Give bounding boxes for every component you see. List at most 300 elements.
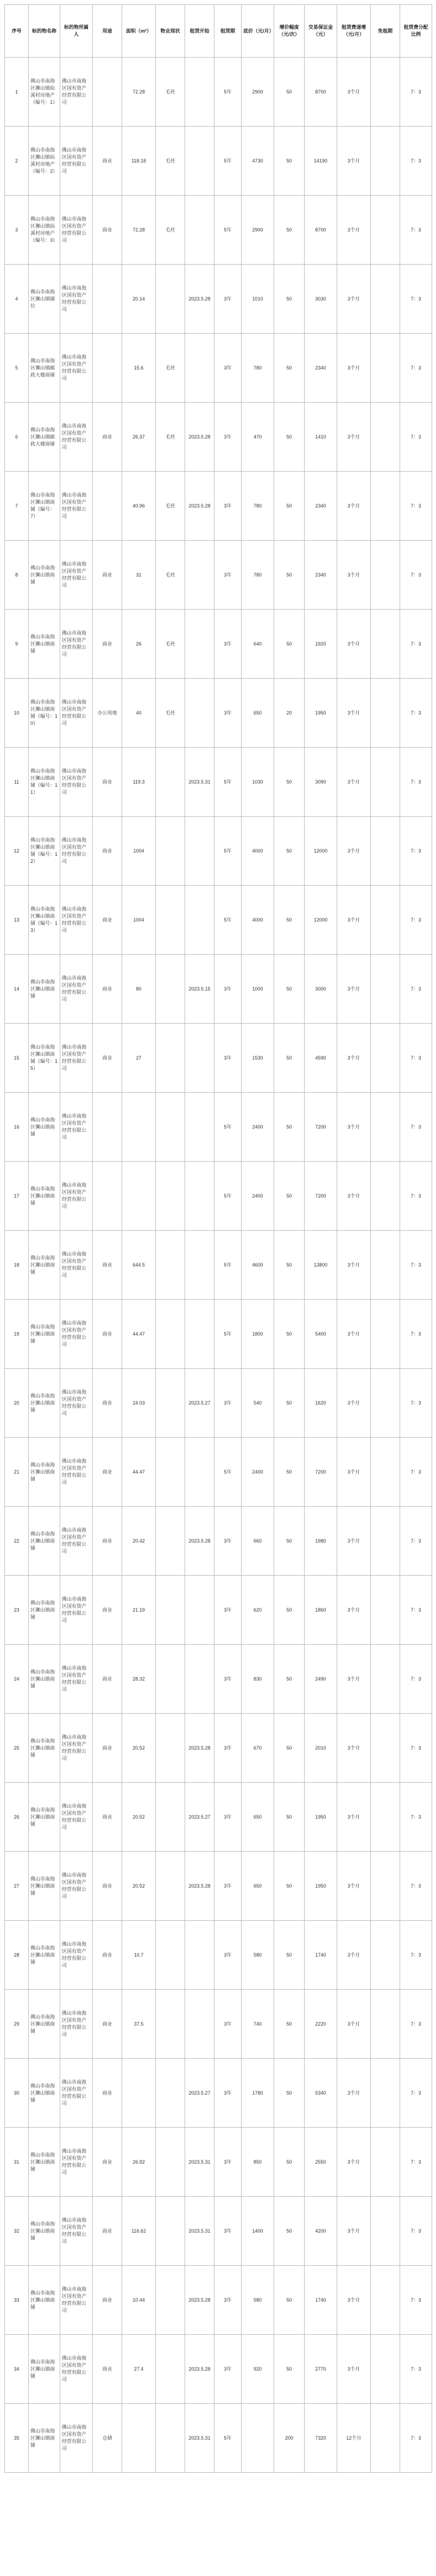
cell-lease-start: 2023.5.28 — [185, 2266, 214, 2335]
cell-owner-text: 佛山市南海区国有资产经营有限公司 — [62, 906, 87, 933]
cell-increment: 50 — [274, 1714, 305, 1783]
cell-start-price: 1400 — [242, 2197, 274, 2266]
cell-ratio: 7：3 — [400, 610, 432, 679]
cell-area: 40 — [122, 679, 156, 748]
table-row — [5, 2128, 432, 2197]
cell-area: 1004 — [122, 817, 156, 886]
cell-name-text: 佛山市南海区狮山镇商铺（编号：15） — [30, 1044, 58, 1071]
cell-ratio: 7：3 — [400, 1852, 432, 1921]
cell-deposit: 7200 — [305, 1093, 337, 1162]
cell-term: 3年 — [214, 1369, 242, 1438]
table-row — [5, 1231, 432, 1300]
cell-term: 3年 — [214, 2197, 242, 2266]
table-row — [5, 2404, 432, 2473]
cell-no: 5 — [5, 334, 29, 403]
cell-no: 10 — [5, 679, 29, 748]
cell-start-price: 540 — [242, 1369, 274, 1438]
header-use: 用途 — [93, 5, 122, 58]
cell-owner — [60, 2404, 93, 2473]
cell-start-price — [242, 2404, 274, 2473]
cell-unit-rent: 3个月 — [337, 610, 371, 679]
header-row — [5, 5, 432, 58]
cell-start-price: 650 — [242, 1852, 274, 1921]
cell-free-period — [371, 127, 400, 196]
cell-owner — [60, 817, 93, 886]
cell-unit-rent: 3个月 — [337, 1990, 371, 2059]
cell-start-price: 780 — [242, 334, 274, 403]
cell-owner-text: 佛山市南海区国有资产经营有限公司 — [62, 630, 87, 657]
cell-name — [29, 1645, 60, 1714]
cell-owner — [60, 679, 93, 748]
cell-lease-start — [185, 1231, 214, 1300]
cell-start-price: 1530 — [242, 1024, 274, 1093]
cell-free-period — [371, 1162, 400, 1231]
cell-owner-text: 佛山市南海区国有资产经营有限公司 — [62, 2010, 87, 2037]
cell-increment: 50 — [274, 1162, 305, 1231]
cell-ratio: 7：3 — [400, 1576, 432, 1645]
cell-deposit: 1740 — [305, 2266, 337, 2335]
cell-owner — [60, 1507, 93, 1576]
cell-lease-start — [185, 1576, 214, 1645]
cell-term: 3年 — [214, 2266, 242, 2335]
cell-free-period — [371, 1783, 400, 1852]
cell-ratio: 7：3 — [400, 1990, 432, 2059]
cell-owner-text: 佛山市南海区国有资产经营有限公司 — [62, 1113, 87, 1140]
header-deposit: 交易保证金（元） — [305, 5, 337, 58]
cell-status — [156, 1093, 185, 1162]
cell-owner-text: 佛山市南海区国有资产经营有限公司 — [62, 1872, 87, 1899]
cell-unit-rent: 3个月 — [337, 334, 371, 403]
cell-term: 3年 — [214, 1852, 242, 1921]
cell-increment: 50 — [274, 817, 305, 886]
cell-name — [29, 1507, 60, 1576]
table-row — [5, 1162, 432, 1231]
cell-no: 26 — [5, 1783, 29, 1852]
cell-unit-rent: 3个月 — [337, 1576, 371, 1645]
cell-no: 1 — [5, 58, 29, 127]
cell-use: 商业 — [93, 2266, 122, 2335]
cell-lease-start: 2023.5.31 — [185, 2128, 214, 2197]
table-row — [5, 2059, 432, 2128]
cell-ratio: 7：3 — [400, 1300, 432, 1369]
cell-term: 5年 — [214, 1300, 242, 1369]
cell-deposit: 3000 — [305, 955, 337, 1024]
cell-term: 5年 — [214, 1438, 242, 1507]
cell-use: 商业 — [93, 955, 122, 1024]
cell-ratio: 7：3 — [400, 2266, 432, 2335]
cell-status — [156, 2128, 185, 2197]
cell-owner — [60, 127, 93, 196]
cell-ratio: 7：3 — [400, 541, 432, 610]
cell-ratio: 7：3 — [400, 196, 432, 265]
cell-status: 毛坯 — [156, 610, 185, 679]
cell-unit-rent: 3个月 — [337, 1645, 371, 1714]
cell-deposit: 5400 — [305, 1300, 337, 1369]
cell-status — [156, 1714, 185, 1783]
cell-increment: 50 — [274, 403, 305, 472]
cell-start-price: 580 — [242, 2266, 274, 2335]
table-row — [5, 472, 432, 541]
cell-owner — [60, 1576, 93, 1645]
table-row — [5, 2197, 432, 2266]
table-row — [5, 1507, 432, 1576]
header-name: 标的物名称 — [29, 5, 60, 58]
cell-status: 毛坯 — [156, 334, 185, 403]
cell-free-period — [371, 1369, 400, 1438]
cell-lease-start: 2023.5.15 — [185, 955, 214, 1024]
cell-name — [29, 2059, 60, 2128]
cell-owner — [60, 265, 93, 334]
cell-owner — [60, 1300, 93, 1369]
cell-no: 15 — [5, 1024, 29, 1093]
cell-owner — [60, 196, 93, 265]
cell-term: 3年 — [214, 2128, 242, 2197]
header-unit-rent: 租赁费递增（元/月） — [337, 5, 371, 58]
header-lease-start: 租赁开始 — [185, 5, 214, 58]
cell-owner — [60, 955, 93, 1024]
cell-deposit: 5340 — [305, 2059, 337, 2128]
cell-lease-start — [185, 1162, 214, 1231]
cell-owner — [60, 2128, 93, 2197]
cell-name-text: 佛山市南海区狮山镇商铺 — [30, 2083, 55, 2103]
cell-status — [156, 748, 185, 817]
cell-lease-start — [185, 1990, 214, 2059]
cell-lease-start: 2023.5.31 — [185, 2197, 214, 2266]
cell-area — [122, 1162, 156, 1231]
cell-lease-start: 2023.5.27 — [185, 2059, 214, 2128]
cell-increment: 50 — [274, 748, 305, 817]
cell-name — [29, 2128, 60, 2197]
cell-no: 19 — [5, 1300, 29, 1369]
cell-area: 26 — [122, 610, 156, 679]
cell-term: 5年 — [214, 1162, 242, 1231]
cell-area: 27.4 — [122, 2335, 156, 2404]
cell-deposit: 2220 — [305, 1990, 337, 2059]
table-row — [5, 679, 432, 748]
cell-status — [156, 2059, 185, 2128]
cell-status — [156, 1921, 185, 1990]
cell-owner-text: 佛山市南海区国有资产经营有限公司 — [62, 768, 87, 795]
cell-unit-rent: 3个月 — [337, 196, 371, 265]
cell-owner — [60, 1921, 93, 1990]
cell-increment: 50 — [274, 1507, 305, 1576]
cell-deposit: 7200 — [305, 1162, 337, 1231]
cell-owner — [60, 1024, 93, 1093]
cell-increment: 50 — [274, 2197, 305, 2266]
cell-no: 35 — [5, 2404, 29, 2473]
cell-unit-rent: 3个月 — [337, 2059, 371, 2128]
cell-term: 5年 — [214, 196, 242, 265]
cell-owner-text: 佛山市南海区国有资产经营有限公司 — [62, 561, 87, 588]
cell-use: 商业 — [93, 2059, 122, 2128]
cell-term: 5年 — [214, 2404, 242, 2473]
table-row — [5, 541, 432, 610]
cell-owner — [60, 472, 93, 541]
cell-free-period — [371, 1024, 400, 1093]
cell-area — [122, 1093, 156, 1162]
cell-owner-text: 佛山市南海区国有资产经营有限公司 — [62, 1596, 87, 1623]
cell-no: 32 — [5, 2197, 29, 2266]
cell-start-price: 4600 — [242, 1231, 274, 1300]
cell-name — [29, 1162, 60, 1231]
cell-free-period — [371, 1990, 400, 2059]
table-row — [5, 1990, 432, 2059]
cell-status — [156, 1990, 185, 2059]
cell-name-text: 佛山市南海区狮山镇商铺（编号：10） — [30, 699, 58, 726]
cell-name-text: 佛山市南海区狮山镇商铺 — [30, 1807, 55, 1827]
cell-ratio: 7：3 — [400, 58, 432, 127]
cell-unit-rent: 3个月 — [337, 1714, 371, 1783]
cell-name — [29, 541, 60, 610]
cell-status — [156, 1369, 185, 1438]
cell-name-text: 佛山市南海区狮山镇仙溪村房地产（编号：1） — [30, 78, 58, 105]
table-row — [5, 1852, 432, 1921]
cell-use — [93, 1162, 122, 1231]
cell-unit-rent: 3个月 — [337, 1783, 371, 1852]
cell-area: 72.28 — [122, 196, 156, 265]
cell-name — [29, 748, 60, 817]
cell-unit-rent: 3个月 — [337, 1093, 371, 1162]
cell-start-price: 2900 — [242, 196, 274, 265]
cell-ratio: 7：3 — [400, 1438, 432, 1507]
cell-name — [29, 1231, 60, 1300]
cell-area: 44.47 — [122, 1438, 156, 1507]
cell-unit-rent: 3个月 — [337, 403, 371, 472]
cell-status: 毛坯 — [156, 196, 185, 265]
cell-no: 34 — [5, 2335, 29, 2404]
cell-use: 商业 — [93, 2197, 122, 2266]
cell-start-price: 2900 — [242, 58, 274, 127]
cell-increment: 50 — [274, 196, 305, 265]
cell-owner — [60, 748, 93, 817]
cell-increment: 50 — [274, 1921, 305, 1990]
cell-unit-rent: 3个月 — [337, 2335, 371, 2404]
cell-name-text: 佛山市南海区狮山镇商铺 — [30, 1669, 55, 1689]
cell-status — [156, 1438, 185, 1507]
cell-term: 3年 — [214, 265, 242, 334]
cell-use: 商业 — [93, 1507, 122, 1576]
cell-unit-rent: 3个月 — [337, 2197, 371, 2266]
cell-unit-rent: 3个月 — [337, 1231, 371, 1300]
cell-no: 24 — [5, 1645, 29, 1714]
cell-deposit: 2770 — [305, 2335, 337, 2404]
table-row — [5, 1576, 432, 1645]
header-area: 面积（m²） — [122, 5, 156, 58]
cell-ratio: 7：3 — [400, 1024, 432, 1093]
cell-lease-start — [185, 541, 214, 610]
cell-increment: 50 — [274, 1300, 305, 1369]
cell-owner — [60, 58, 93, 127]
cell-owner — [60, 334, 93, 403]
cell-deposit: 2010 — [305, 1714, 337, 1783]
cell-name-text: 佛山市南海区狮山镇商铺 — [30, 565, 55, 585]
cell-ratio: 7：3 — [400, 1783, 432, 1852]
cell-name-text: 佛山市南海区狮山镇商铺 — [30, 1462, 55, 1482]
cell-name — [29, 679, 60, 748]
cell-free-period — [371, 2335, 400, 2404]
cell-lease-start: 2023.5.27 — [185, 1369, 214, 1438]
cell-unit-rent: 3个月 — [337, 886, 371, 955]
cell-deposit: 1950 — [305, 1852, 337, 1921]
cell-name-text: 佛山市南海区狮山镇商铺 — [30, 2290, 55, 2310]
cell-lease-start: 2023.5.31 — [185, 748, 214, 817]
cell-area: 31 — [122, 541, 156, 610]
cell-start-price: 670 — [242, 1714, 274, 1783]
cell-free-period — [371, 2197, 400, 2266]
cell-lease-start — [185, 58, 214, 127]
cell-increment: 50 — [274, 2059, 305, 2128]
cell-area: 24.03 — [122, 1369, 156, 1438]
cell-area — [122, 2059, 156, 2128]
cell-start-price: 660 — [242, 1507, 274, 1576]
cell-name — [29, 2404, 60, 2473]
cell-status — [156, 1300, 185, 1369]
cell-start-price: 4730 — [242, 127, 274, 196]
cell-owner-text: 佛山市南海区国有资产经营有限公司 — [62, 1803, 87, 1830]
table-row — [5, 1783, 432, 1852]
cell-term: 3年 — [214, 679, 242, 748]
cell-status — [156, 1645, 185, 1714]
cell-owner — [60, 886, 93, 955]
table-body — [5, 58, 432, 2473]
cell-owner — [60, 1369, 93, 1438]
cell-no: 6 — [5, 403, 29, 472]
table-row — [5, 610, 432, 679]
cell-name — [29, 1576, 60, 1645]
cell-no: 14 — [5, 955, 29, 1024]
cell-owner — [60, 1231, 93, 1300]
cell-deposit: 4590 — [305, 1024, 337, 1093]
cell-status — [156, 265, 185, 334]
cell-increment: 50 — [274, 1576, 305, 1645]
cell-no: 16 — [5, 1093, 29, 1162]
cell-start-price: 620 — [242, 1576, 274, 1645]
cell-owner — [60, 610, 93, 679]
cell-deposit: 8700 — [305, 58, 337, 127]
cell-status — [156, 1024, 185, 1093]
cell-ratio: 7：3 — [400, 748, 432, 817]
cell-owner — [60, 2059, 93, 2128]
cell-area — [122, 2404, 156, 2473]
cell-ratio: 7：3 — [400, 1162, 432, 1231]
cell-name-text: 佛山市南海区狮山镇商铺 — [30, 1738, 55, 1758]
cell-status — [156, 1852, 185, 1921]
cell-free-period — [371, 1507, 400, 1576]
cell-owner-text: 佛山市南海区国有资产经营有限公司 — [62, 216, 87, 243]
cell-use: 商业 — [93, 1438, 122, 1507]
cell-owner-text: 佛山市南海区国有资产经营有限公司 — [62, 1251, 87, 1278]
cell-owner — [60, 1783, 93, 1852]
cell-unit-rent: 3个月 — [337, 1507, 371, 1576]
table-row — [5, 1438, 432, 1507]
cell-status: 毛坯 — [156, 58, 185, 127]
cell-increment: 50 — [274, 1438, 305, 1507]
cell-name-text: 佛山市南海区狮山镇商铺 — [30, 1393, 55, 1413]
cell-name — [29, 955, 60, 1024]
cell-unit-rent: 3个月 — [337, 955, 371, 1024]
cell-term: 5年 — [214, 817, 242, 886]
table-row — [5, 1093, 432, 1162]
cell-no: 30 — [5, 2059, 29, 2128]
cell-use: 商业 — [93, 748, 122, 817]
cell-increment: 50 — [274, 2128, 305, 2197]
cell-owner — [60, 2266, 93, 2335]
cell-lease-start: 2023.5.28 — [185, 403, 214, 472]
cell-free-period — [371, 1714, 400, 1783]
cell-no: 20 — [5, 1369, 29, 1438]
cell-name — [29, 58, 60, 127]
cell-use: 商业 — [93, 1645, 122, 1714]
cell-start-price: 2400 — [242, 1093, 274, 1162]
cell-use: 商业 — [93, 127, 122, 196]
cell-free-period — [371, 1852, 400, 1921]
cell-increment: 50 — [274, 334, 305, 403]
cell-owner-text: 佛山市南海区国有资产经营有限公司 — [62, 2286, 87, 2313]
cell-free-period — [371, 955, 400, 1024]
cell-name-text: 佛山市南海区狮山镇商铺（编号：13） — [30, 906, 58, 933]
cell-start-price: 4000 — [242, 817, 274, 886]
cell-name-text: 佛山市南海区狮山镇商铺（编号：11） — [30, 768, 58, 795]
cell-name-text: 佛山市南海区狮山镇邮政大楼商铺 — [30, 358, 55, 378]
cell-unit-rent: 3个月 — [337, 2266, 371, 2335]
cell-free-period — [371, 265, 400, 334]
cell-name — [29, 472, 60, 541]
cell-no: 11 — [5, 748, 29, 817]
cell-unit-rent: 3个月 — [337, 1921, 371, 1990]
cell-area: 116.62 — [122, 2197, 156, 2266]
cell-ratio: 7：3 — [400, 2059, 432, 2128]
cell-owner-text: 佛山市南海区国有资产经营有限公司 — [62, 1389, 87, 1416]
cell-name-text: 佛山市南海区狮山镇商铺 — [30, 1324, 55, 1344]
cell-deposit: 7320 — [305, 2404, 337, 2473]
cell-free-period — [371, 1231, 400, 1300]
cell-increment: 50 — [274, 1852, 305, 1921]
cell-ratio: 7：3 — [400, 2128, 432, 2197]
cell-ratio: 7：3 — [400, 1093, 432, 1162]
cell-ratio: 7：3 — [400, 2197, 432, 2266]
cell-name — [29, 1990, 60, 2059]
cell-owner-text: 佛山市南海区国有资产经营有限公司 — [62, 354, 87, 381]
header-increment: 增价幅度（元/次） — [274, 5, 305, 58]
cell-lease-start — [185, 196, 214, 265]
cell-start-price: 4000 — [242, 886, 274, 955]
cell-owner-text: 佛山市南海区国有资产经营有限公司 — [62, 837, 87, 864]
cell-name-text: 佛山市南海区狮山镇商铺 — [30, 1255, 55, 1275]
cell-deposit: 4200 — [305, 2197, 337, 2266]
cell-name-text: 佛山市南海区狮山镇商铺 — [30, 1945, 55, 1965]
cell-area: 27 — [122, 1024, 156, 1093]
cell-start-price: 1010 — [242, 265, 274, 334]
cell-term: 3年 — [214, 955, 242, 1024]
cell-ratio: 7：3 — [400, 886, 432, 955]
cell-term: 3年 — [214, 1714, 242, 1783]
cell-name — [29, 1783, 60, 1852]
cell-no: 29 — [5, 1990, 29, 2059]
table-row — [5, 1645, 432, 1714]
cell-owner-text: 佛山市南海区国有资产经营有限公司 — [62, 78, 87, 105]
cell-owner-text: 佛山市南海区国有资产经营有限公司 — [62, 1044, 87, 1071]
cell-name-text: 佛山市南海区狮山镇邮政大楼商铺 — [30, 427, 55, 447]
header-free-period: 免租期 — [371, 5, 400, 58]
cell-status — [156, 1507, 185, 1576]
cell-area: 40.96 — [122, 472, 156, 541]
cell-unit-rent: 3个月 — [337, 472, 371, 541]
cell-unit-rent: 12个月 — [337, 2404, 371, 2473]
cell-name — [29, 1438, 60, 1507]
cell-name-text: 佛山市南海区狮山镇商铺（编号：7） — [30, 492, 55, 519]
cell-status — [156, 2197, 185, 2266]
cell-owner-text: 佛山市南海区国有资产经营有限公司 — [62, 699, 87, 726]
